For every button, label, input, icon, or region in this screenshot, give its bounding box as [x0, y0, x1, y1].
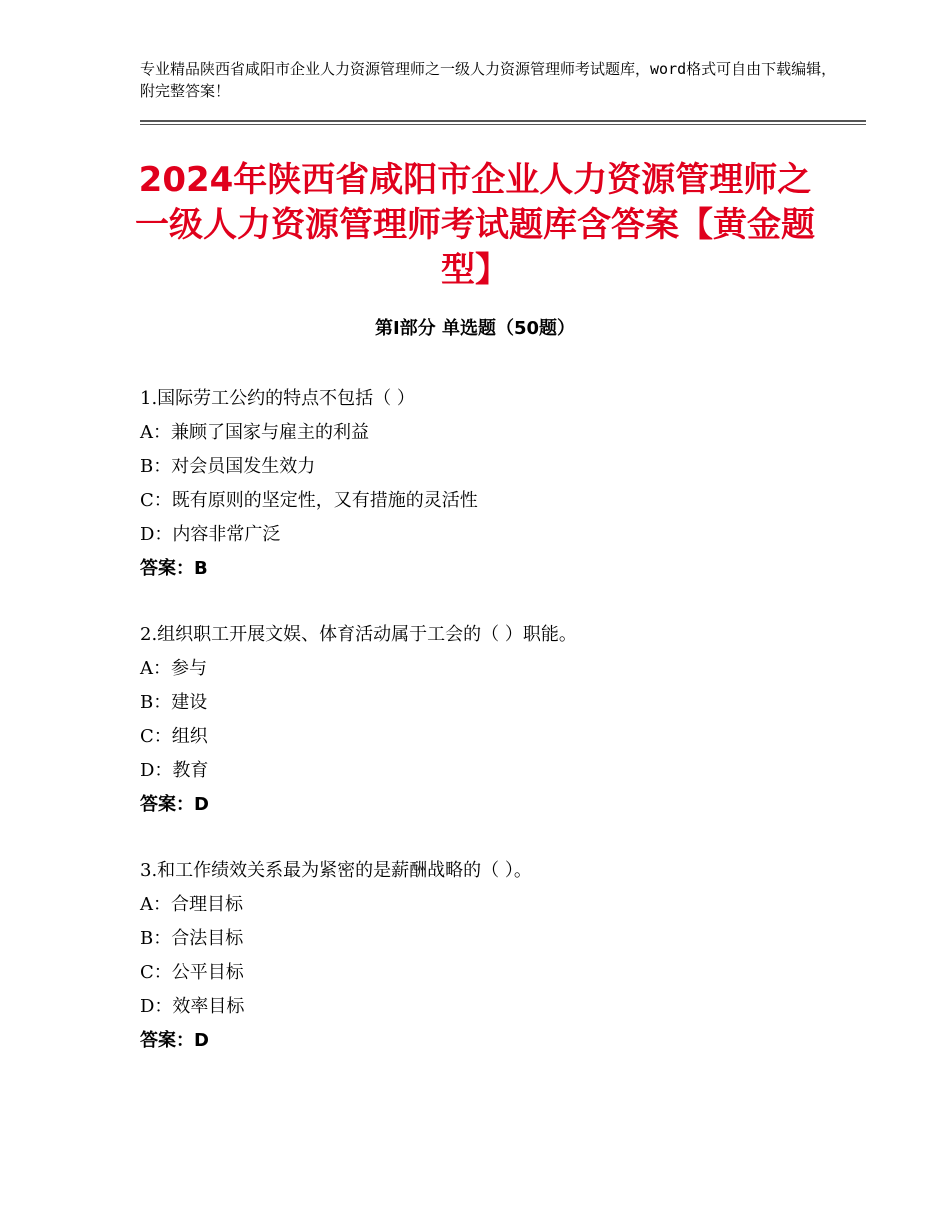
answer: 答案：B	[140, 558, 208, 579]
question-1	[140, 382, 860, 586]
option-b: B：合法目标	[140, 928, 244, 949]
option-a: A：参与	[140, 658, 207, 679]
document-title: 2024年陕西省咸阳市企业人力资源管理师之一级人力资源管理师考试题库含答案【黄金题型】	[135, 160, 815, 290]
question-stem: 3.和工作绩效关系最为紧密的是薪酬战略的（ ）。	[140, 860, 532, 881]
section-heading: 第Ⅰ部分 单选题（50题）	[374, 318, 575, 339]
option-c: C：组织	[140, 726, 208, 747]
option-d: D：内容非常广泛	[140, 524, 281, 545]
header-note: 专业精品陕西省咸阳市企业人力资源管理师之一级人力资源管理师考试题库，word格式可自由下载编辑，附完整答案！	[140, 60, 837, 100]
option-a: A：兼顾了国家与雇主的利益	[140, 422, 369, 443]
option-c: C：既有原则的坚定性，又有措施的灵活性	[140, 490, 478, 511]
option-c: C：公平目标	[140, 962, 244, 983]
option-a: A：合理目标	[140, 894, 243, 915]
option-d: D：效率目标	[140, 996, 245, 1017]
question-3	[140, 854, 860, 1058]
option-d: D：教育	[140, 760, 209, 781]
question-stem: 1.国际劳工公约的特点不包括（ ）	[140, 388, 415, 409]
question-2	[140, 618, 860, 822]
question-stem: 2.组织职工开展文娱、体育活动属于工会的（ ）职能。	[140, 624, 577, 645]
option-b: B：建设	[140, 692, 208, 713]
option-b: B：对会员国发生效力	[140, 456, 316, 477]
answer: 答案：D	[140, 794, 209, 815]
question-list	[140, 382, 860, 1090]
header-divider	[140, 120, 866, 125]
answer: 答案：D	[140, 1030, 209, 1051]
